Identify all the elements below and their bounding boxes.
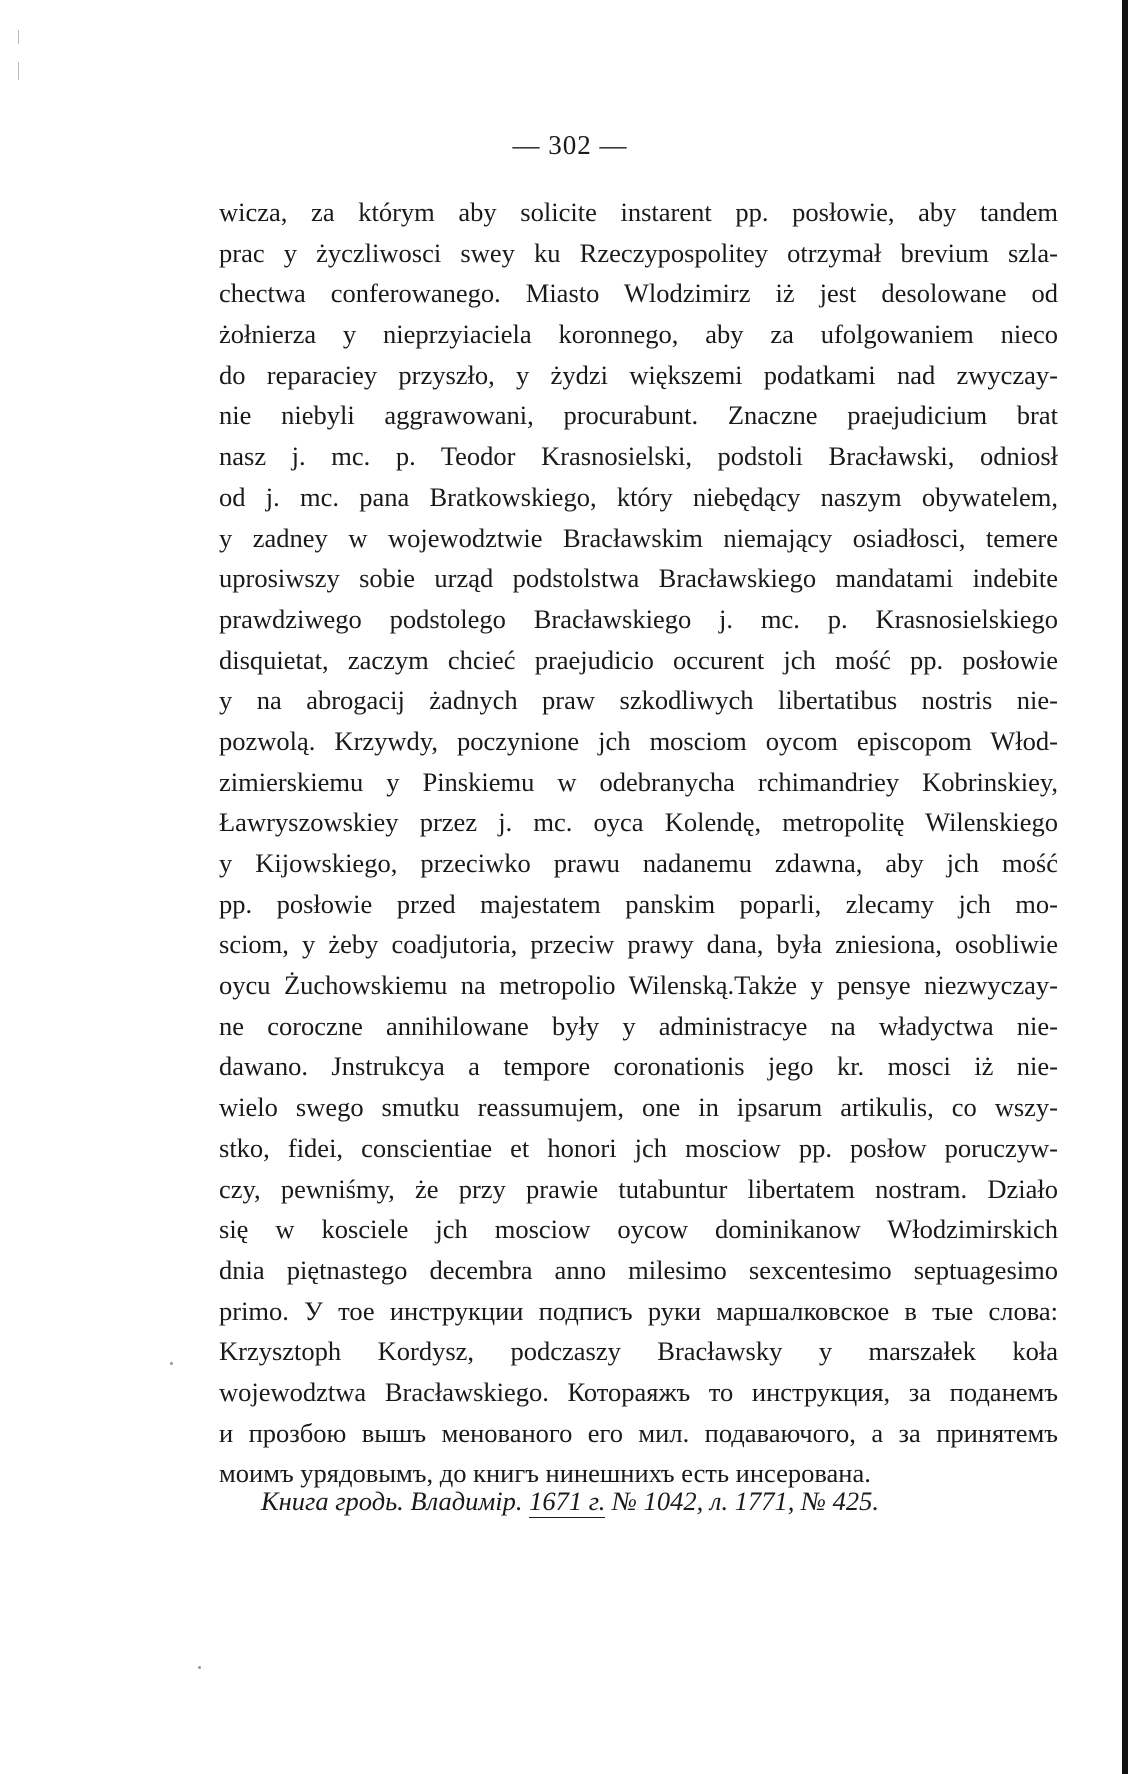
text-line: sciom, y żeby coadjutoria, przeciw prawy dana, była zniesiona, osobliwie	[219, 929, 1058, 960]
text-line: się w kosciele jch mosciow oycow dominikanow Włodzimirskich	[219, 1214, 1058, 1245]
citation-leaf: л. 1771,	[709, 1486, 795, 1516]
text-line: uprosiwszy sobie urząd podstolstwa Bracławskiego mandatami indebite	[219, 563, 1058, 594]
text-line: primo. У тое инструкции подписъ руки маршалковское в тые слова:	[219, 1295, 1058, 1326]
text-line: y Kijowskiego, przeciwko prawu nadanemu zdawna, aby jch mość	[219, 848, 1058, 878]
text-line: disquietat, zaczym chcieć praejudicio occurent jch mość pp. posłowie	[219, 644, 1058, 675]
text-line: wielo swego smutku reassumujem, one in ipsarum artikulis, co wszy-	[219, 1092, 1058, 1123]
page-number: — 302 —	[512, 130, 628, 160]
text-line: stko, fidei, conscientiae et honori jch mosciow pp. posłow poruczyw-	[219, 1132, 1058, 1163]
text-line: oycu Żuchowskiemu na metropolio Wilenską.Także y pensye niezwyczay-	[219, 970, 1058, 1001]
citation-source: Книга гродь. Владимір.	[261, 1486, 523, 1516]
text-line: chectwa conferowanego. Miasto Wlodzimirz iż jest desolowane od	[219, 278, 1058, 309]
text-line: wicza, za którym aby solicite instarent pp. posłowie, aby tandem	[219, 197, 1058, 227]
scan-speck	[198, 1666, 201, 1669]
text-line: prawdziwego podstolego Bracławskiego j. mc. p. Krasnosielskiego	[219, 603, 1058, 634]
scan-speck	[170, 1362, 173, 1365]
text-line: pozwolą. Krzywdy, poczynione jch mosciom oycom episcopom Włod-	[219, 725, 1058, 756]
text-line: dnia piętnastego decembra anno milesimo sexcentesimo septuagesimo	[219, 1254, 1058, 1285]
text-line: ne coroczne annihilowane były y administracye na władyctwa nie-	[219, 1010, 1058, 1041]
scan-mark	[18, 30, 19, 44]
text-line: prac y życzliwosci swey ku Rzeczypospolitey otrzymał brevium szla-	[219, 237, 1058, 268]
text-line: czy, pewniśmy, że przy prawie tutabuntur libertatem nostram. Działo	[219, 1173, 1058, 1204]
text-line: Ławryszowskiey przez j. mc. oyca Kolendę, metropolitę Wilenskiego	[219, 807, 1058, 838]
body-text	[219, 192, 1058, 1494]
text-line: dawano. Jnstrukcya a tempore coronationis jego kr. mosci iż nie-	[219, 1051, 1058, 1082]
citation-entry: № 425.	[800, 1486, 879, 1516]
text-line: pp. posłowie przed majestatem panskim poparli, zlecamy jch mo-	[219, 888, 1058, 919]
text-line: żołnierza y nieprzyiaciela koronnego, aby za ufolgowaniem nieco	[219, 319, 1058, 350]
text-line: do reparaciey przyszło, y żydzi większemi podatkami nad zwyczay-	[219, 359, 1058, 390]
text-line: wojewodztwa Bracławskiego. Котораяжъ то инструкция, за поданемъ	[219, 1376, 1058, 1407]
text-line: nie niebyli aggrawowani, procurabunt. Znaczne praejudicium brat	[219, 400, 1058, 431]
text-line: и прозбою вышъ менованого его мил. подаваючого, а за принятемъ	[219, 1417, 1058, 1448]
text-line: nasz j. mc. p. Teodor Krasnosielski, podstoli Bracławski, odniosł	[219, 441, 1058, 472]
text-line: y na abrogacij żadnych praw szkodliwych libertatibus nostris nie-	[219, 685, 1058, 716]
text-line: y zadney w wojewodztwie Bracławskim niemający osiadłosci, temere	[219, 522, 1058, 553]
scan-mark	[18, 62, 19, 80]
text-line: zimierskiemu y Pinskiemu w odebranycha rchimandriey Kobrinskiey,	[219, 766, 1058, 797]
text-line: моимъ урядовымъ, до книгъ нинешнихъ есть инсерована.	[219, 1458, 871, 1489]
text-line: od j. mc. pana Bratkowskiego, który niebędący naszym obywatelem,	[219, 481, 1058, 512]
archival-citation	[0, 1486, 1140, 1517]
citation-year: 1671 г.	[529, 1486, 606, 1516]
text-line: Krzysztoph Kordysz, podczaszy Bracławsky y marszałek koła	[219, 1336, 1058, 1367]
citation-number: № 1042,	[612, 1486, 704, 1516]
